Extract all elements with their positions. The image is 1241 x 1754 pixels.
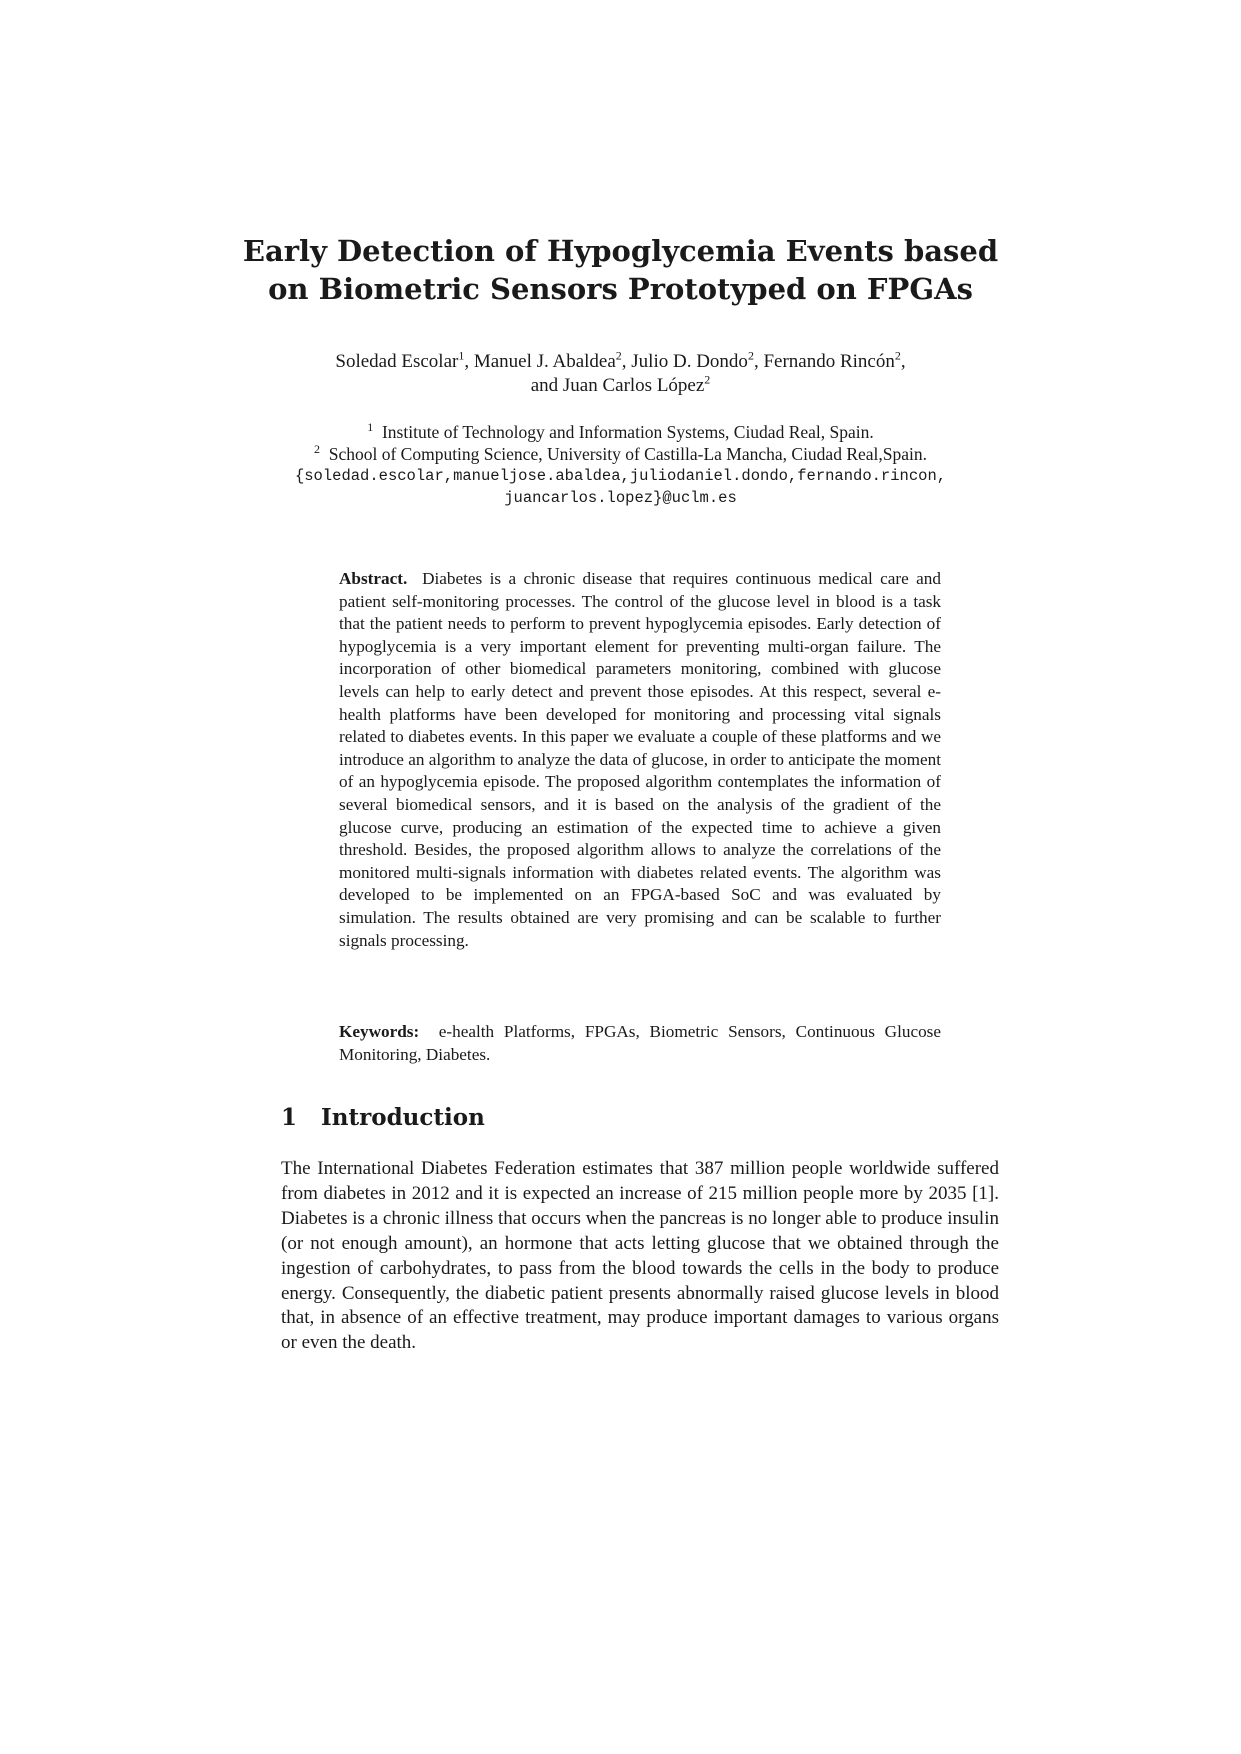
author-name: Juan Carlos López [562,375,705,396]
title-line-1: Early Detection of Hypoglycemia Events based [242,234,999,268]
section-number: 1 [281,1104,298,1131]
author-name: Manuel J. Abaldea [473,351,616,372]
keywords-text: e-health Platforms, FPGAs, Biometric Sensors, Continuous Glucose Monitoring, Diabetes. [339,1022,941,1064]
email-line-1: {soledad.escolar,manueljose.abaldea,juliodaniel.dondo,fernando.rincon, [294,467,947,485]
author-affiliation-mark: 2 [894,348,901,363]
author-affiliation-mark: 2 [704,372,711,387]
title-line-2: on Biometric Sensors Prototyped on FPGAs [268,272,973,306]
author-line-2 [240,374,1001,398]
author-line-1: Soledad Escolar$^1$, Manuel J. Abaldea$^2$, Julio D. Dondo$^2$, Fernando Rincón$^2$, [335,348,906,372]
author-name: Soledad Escolar [335,351,459,372]
author-name: Fernando Rincón [763,351,895,372]
affiliation-mark: 2 [313,442,320,457]
introduction-paragraph: The International Diabetes Federation estimates that 387 million people worldwide suffered from diabetes in 2012 and it is expected an increase of 215 million people more by 2035 [1]. Diabetes is a chronic illness that occurs when the pancreas is no longer able to produce insulin (or not enough amount), an hormone that acts letting glucose that we obtained through the ingestion of carbohydrates, to pass from the blood towards the cells in the body to produce energy. Consequently, the diabetic patient presents abnormally raised glucose levels in blood that, in absence of an effective treatment, may produce important damages to various organs or even the death. [281,1158,999,1354]
author-affiliation-mark: 1 [458,348,465,363]
affiliations [240,421,1001,509]
keywords [339,1021,941,1066]
affiliation-1: $^1$ Institute of Technology and Information Systems, Ciudad Real, Spain. [367,420,874,442]
section-title: Introduction [321,1104,485,1131]
abstract-text: Diabetes is a chronic disease that requires continuous medical care and patient self-monitoring processes. The control of the glucose level in blood is a task that the patient needs to perform to prevent hypoglycemia episodes. Early detection of hypoglycemia is a very important element for preventing multi-organ failure. The incorporation of other biomedical parameters monitoring, combined with glucose levels can help to early detect and prevent those episodes. At this respect, several e-health platforms have been developed for monitoring and processing vital signals related to diabetes events. In this paper we evaluate a couple of these platforms and we introduce an algorithm to analyze the data of glucose, in order to anticipate the moment of an hypoglycemia episode. The proposed algorithm contemplates the information of several biomedical sensors, and it is based on the analysis of the gradient of the glucose curve, producing an estimation of the expected time to achieve a given threshold. Besides, the proposed algorithm allows to analyze the correlations of the monitored multi-signals information with diabetes related events. The algorithm was developed to be implemented on an FPGA-based SoC and was evaluated by simulation. The results obtained are very promising and can be scalable to further signals processing. [339,569,941,950]
author-affiliation-mark: 2 [615,348,622,363]
abstract [339,568,941,952]
email-line-2: juancarlos.lopez}@uclm.es [504,489,737,507]
section-heading-introduction [281,1103,485,1133]
affiliation-mark: 1 [367,420,374,435]
affiliation-2: $^2$ School of Computing Science, University of Castilla-La Mancha, Ciudad Real,Spain. [313,442,928,464]
paper-title [240,232,1001,308]
author-and: and [530,375,559,396]
author-name: Julio D. Dondo [631,351,748,372]
keywords-label: Keywords: [339,1022,420,1041]
abstract-label: Abstract. [339,569,408,588]
author-list [240,350,1001,398]
author-affiliation-mark: 2 [747,348,754,363]
